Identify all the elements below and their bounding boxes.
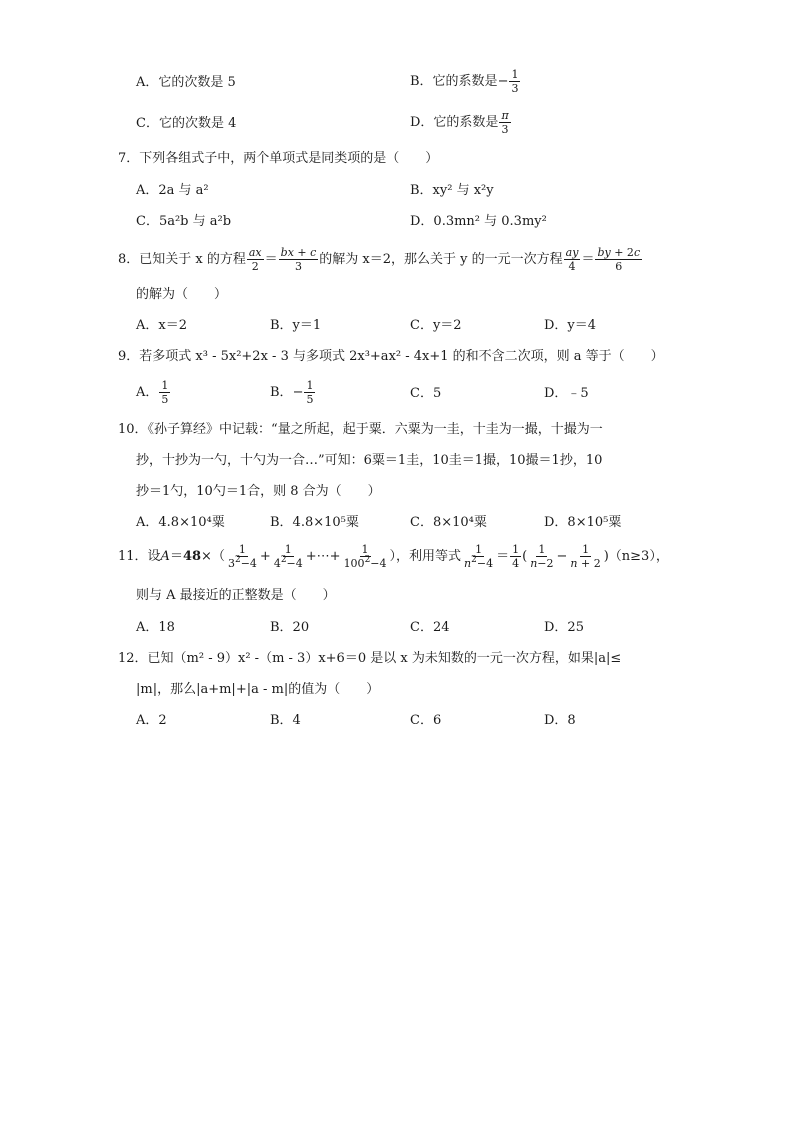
q6-option-d-label: D．它的系数是 (410, 115, 499, 130)
q8-stem (118, 243, 643, 277)
q8-equation-x: $\frac{ax}{2}$ ＝ $\frac{bx + c}{3}$ (248, 246, 317, 273)
q10-line1: 10．《孙子算经》中记载：“量之所起，起于粟．六粟为一圭，十圭为一撮，十撮为一 (118, 422, 603, 437)
q6-option-b-value: − $\frac{1}{3}$ (497, 68, 519, 95)
q9-option-d: D．﹣5 (544, 386, 589, 401)
q11-identity: $\frac{1}{n^2-4}$ ＝ $\frac{1}{4}$ ( $\frac{1}{n-2}$ − $\frac{1}{n + 2}$ ) (464, 543, 609, 570)
q11-option-d: D．25 (544, 620, 584, 635)
q9-option-c: C．5 (410, 386, 442, 401)
q7-stem: 7．下列各组式子中，两个单项式是同类项的是（ ） (118, 151, 439, 166)
q9-option-a-label: A． (136, 385, 159, 400)
q10-line3: 抄＝1勺，10勺＝1合，则 8 合为（ ） (136, 484, 381, 499)
q12-option-d: D．8 (544, 713, 576, 728)
q12-line1: 12．已知（m² - 9）x² -（m - 3）x+6＝0 是以 x 为未知数的一元一次方程，如果|a|≤ (118, 651, 622, 666)
q9-option-b-value: − $\frac{1}{5}$ (292, 379, 314, 406)
q8-option-d: D．y＝4 (544, 318, 597, 333)
q10-option-b: B．4.8×10⁵粟 (270, 515, 359, 530)
q9-stem: 9．若多项式 x³ - 5x²+2x - 3 与多项式 2x³+ax² - 4x+1 的和不含二次项，则 a 等于（ ） (118, 349, 664, 364)
q11-option-c: C．24 (410, 620, 450, 635)
q9-option-b (270, 378, 316, 408)
q9-option-b-label: B． (270, 385, 293, 400)
q10-option-a: A．4.8×10⁴粟 (136, 515, 225, 530)
q8-equation-y: $\frac{ay}{4}$ ＝ $\frac{by + 2c}{6}$ (565, 246, 641, 273)
q12-option-c: C．6 (410, 713, 442, 728)
q9-option-a-value: $\frac{1}{5}$ (161, 379, 169, 406)
q6-option-b-label: B．它的系数是 (410, 74, 498, 89)
q7-option-a: A．2a 与 a² (136, 183, 209, 198)
q10-option-c: C．8×10⁴粟 (410, 515, 487, 530)
q6-option-c: C．它的次数是 4 (136, 116, 237, 131)
q8-stem-line2: 的解为（ ） (136, 287, 228, 302)
q8-stem-mid: 的解为 x＝2，那么关于 y 的一元一次方程 (319, 252, 563, 267)
q6-option-a: A．它的次数是 5 (136, 75, 236, 90)
q9-option-a (136, 378, 171, 408)
q8-option-b: B．y＝1 (270, 318, 322, 333)
q11-stem-end: （n≥3）， (608, 549, 669, 564)
q11-stem (118, 540, 669, 574)
q11-option-a: A．18 (136, 620, 175, 635)
q11-expression-a: A＝48×（ $\frac{1}{3^2-4}$ + $\frac{1}{4^2-4}$ +⋯+ $\frac{1}{100^2-4}$ ） (160, 543, 397, 570)
q6-option-d-value: $\frac{\pi}{3}$ (501, 109, 509, 136)
q7-option-b: B．xy² 与 x²y (410, 183, 494, 198)
q12-option-b: B．4 (270, 713, 301, 728)
q6-option-b (410, 67, 521, 97)
q8-option-c: C．y＝2 (410, 318, 462, 333)
q10-option-d: D．8×10⁵粟 (544, 515, 622, 530)
q11-option-b: B．20 (270, 620, 310, 635)
q11-stem-mid: ，利用等式 (396, 549, 462, 564)
q7-option-d: D．0.3mn² 与 0.3my² (410, 214, 547, 229)
q11-stem-line2: 则与 A 最接近的正整数是（ ） (136, 588, 336, 603)
q12-option-a: A．2 (136, 713, 167, 728)
q12-line2: |m|，那么|a+m|+|a - m|的值为（ ） (136, 682, 380, 697)
q6-option-d (410, 108, 512, 138)
q8-option-a: A．x＝2 (136, 318, 187, 333)
q8-stem-pre: 8．已知关于 x 的方程 (118, 252, 246, 267)
q10-line2: 抄，十抄为一勺，十勺为一合…”可知：6粟＝1圭，10圭＝1撮，10撮＝1抄，10 (136, 453, 603, 468)
q7-option-c: C．5a²b 与 a²b (136, 214, 232, 229)
q11-stem-pre: 11．设 (118, 549, 161, 564)
